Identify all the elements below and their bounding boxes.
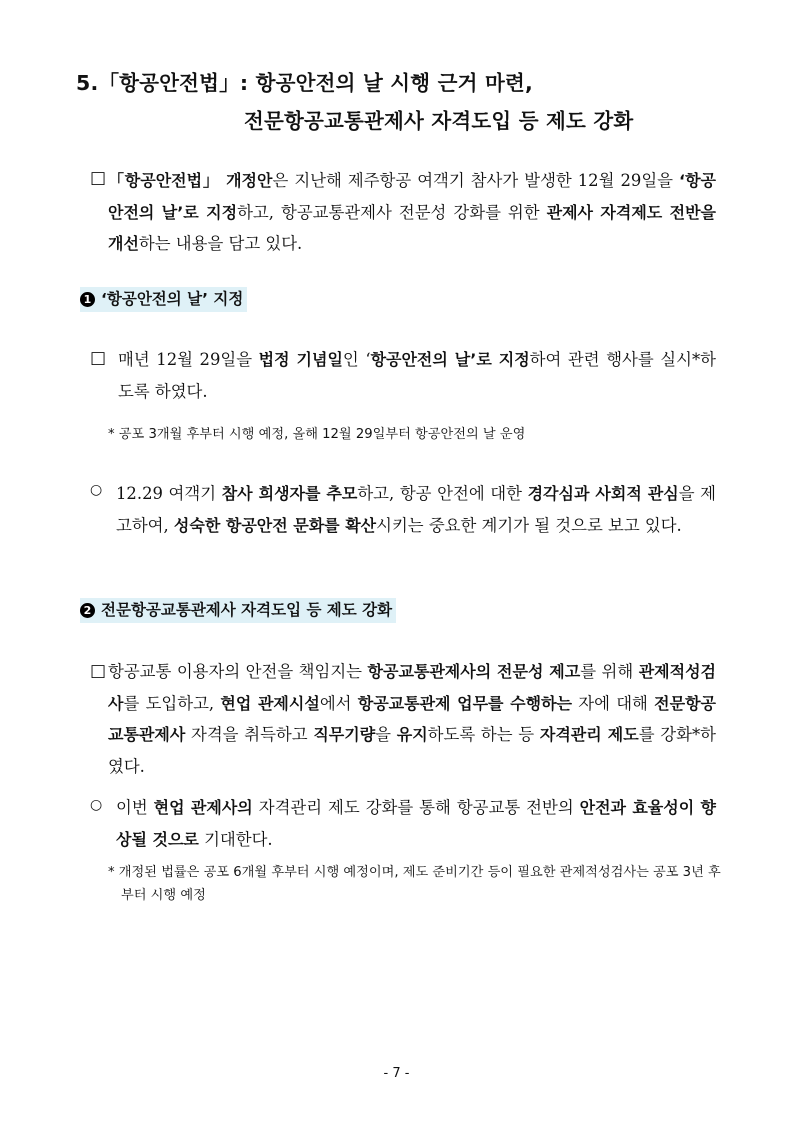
number-badge-icon: 1 — [80, 292, 95, 307]
page-number: - 7 - — [383, 1066, 410, 1081]
square-bullet: □ — [90, 168, 107, 188]
bold-text: 「항공안전법」 개정안 — [108, 171, 273, 190]
intro-paragraph: 「항공안전법」 개정안은 지난해 제주항공 여객기 참사가 발생한 12월 29일을 ‘항공안전의 날’로 지정하고, 항공교통관제사 전문성 강화를 위한 관제사 자격제도 전반을 개선하는 내용을 담고 있다. — [108, 171, 717, 253]
bold-text: 항공안전의 날’로 지정 — [370, 350, 530, 369]
bold-text: 참사 희생자를 추모 — [221, 484, 358, 503]
bold-text: 관제적성검사 — [108, 662, 716, 713]
square-bullet: □ — [90, 661, 107, 681]
bold-text: 현업 관제시설 — [220, 693, 320, 713]
section1-heading: 1 ‘항공안전의 날’ 지정 — [80, 287, 247, 312]
bold-text: 안전과 효율성이 향상될 것으로 — [116, 798, 716, 849]
bold-text: 법정 기념일 — [258, 350, 343, 369]
section1-paragraph1: 매년 12월 29일을 법정 기념일인 ‘항공안전의 날’로 지정하여 관련 행사를 실시*하도록 하였다. — [118, 350, 716, 401]
bold-text: 자격관리 제도 — [539, 725, 639, 744]
bold-text: 성숙한 항공안전 문화를 확산 — [173, 515, 377, 535]
bold-text: 유지 — [396, 725, 428, 744]
section2-footnote: * 개정된 법률은 공포 6개월 후부터 시행 예정이며, 제도 준비기간 등이 필요한 관제적성검사는 공포 3년 후부터 시행 예정 — [108, 865, 721, 903]
bold-text: 항공교통관제사의 전문성 제고 — [367, 662, 581, 681]
section-title-line2: 전문항공교통관제사 자격도입 등 제도 강화 — [244, 109, 634, 133]
bold-text: 현업 관제사의 — [153, 798, 253, 817]
circle-bullet: ○ — [90, 797, 103, 813]
bold-text: 직무기량 — [313, 725, 376, 744]
circle-bullet: ○ — [90, 482, 103, 498]
section1-footnote: * 공포 3개월 후부터 시행 예정, 올해 12월 29일부터 항공안전의 날 운영 — [108, 427, 526, 442]
section1-paragraph2: 12.29 여객기 참사 희생자를 추모하고, 항공 안전에 대한 경각심과 사회적 관심을 제고하여, 성숙한 항공안전 문화를 확산시키는 중요한 계기가 될 것으로 보고 있다. — [116, 484, 716, 535]
bold-text: 경각심과 사회적 관심 — [527, 484, 679, 503]
square-bullet: □ — [90, 348, 107, 368]
number-badge-icon: 2 — [80, 603, 95, 618]
bold-text: ‘항공안전의 날’로 지정 — [108, 171, 717, 222]
section2-paragraph2: 이번 현업 관제사의 자격관리 제도 강화를 통해 항공교통 전반의 안전과 효율성이 향상될 것으로 기대한다. — [116, 798, 716, 849]
section2-paragraph1: 항공교통 이용자의 안전을 책임지는 항공교통관제사의 전문성 제고를 위해 관제적성검사를 도입하고, 현업 관제시설에서 항공교통관제 업무를 수행하는 자에 대해 전문항공교통관제사 자격을 취득하고 직무기량을 유지하도록 하는 등 자격관리 제도를 강화*하였다. — [108, 662, 716, 776]
section2-heading: 2 전문항공교통관제사 자격도입 등 제도 강화 — [80, 598, 396, 623]
bold-text: 항공교통관제 업무를 수행하는 — [357, 693, 572, 713]
bold-text: 전문항공교통관제사 — [108, 693, 716, 744]
section-title-line1: 5.「항공안전법」: 항공안전의 날 시행 근거 마련, — [76, 71, 533, 95]
bold-text: 관제사 자격제도 전반을 개선 — [108, 202, 716, 253]
